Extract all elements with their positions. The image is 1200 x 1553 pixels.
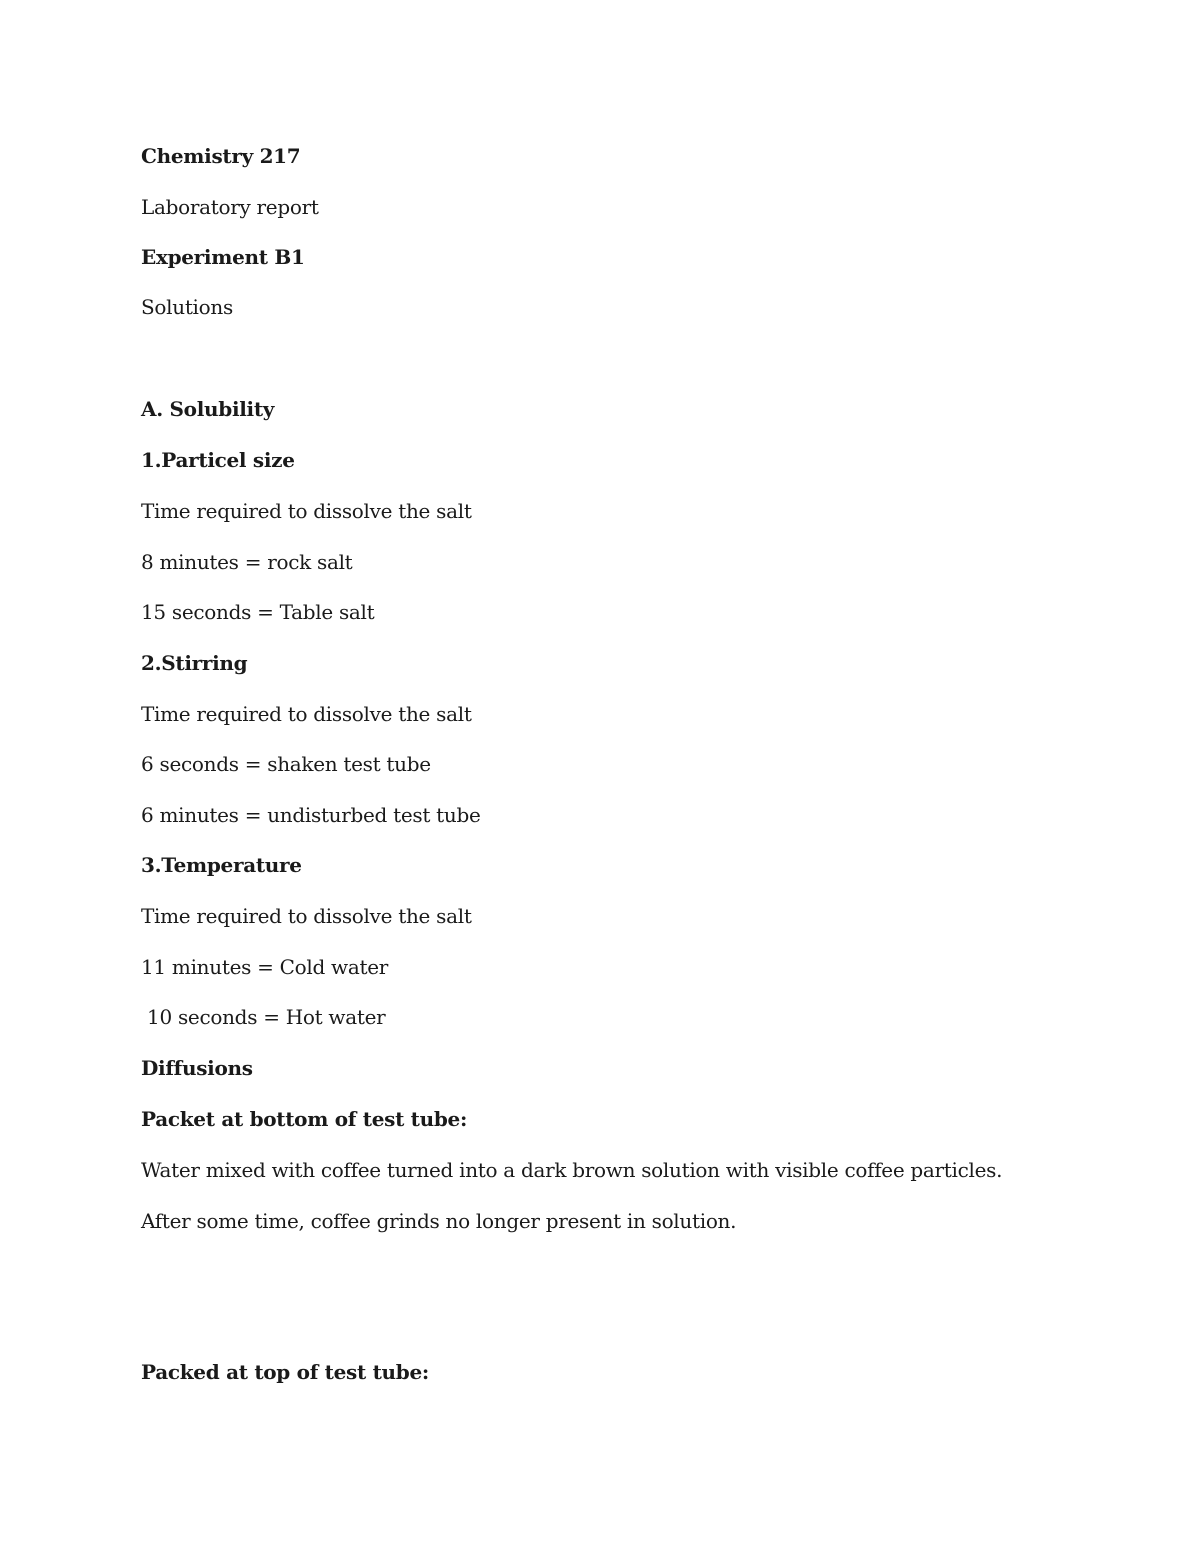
result-line: 8 minutes = rock salt bbox=[141, 550, 353, 574]
observation-line: Water mixed with coffee turned into a dark brown solution with visible coffee particles. bbox=[141, 1158, 1003, 1182]
section-heading-diffusions: Diffusions bbox=[141, 1056, 253, 1080]
result-line: 6 minutes = undisturbed test tube bbox=[141, 803, 481, 827]
course-title: Chemistry 217 bbox=[141, 144, 301, 168]
result-line: 11 minutes = Cold water bbox=[141, 955, 389, 979]
temperature-label: Time required to dissolve the salt bbox=[141, 904, 472, 928]
experiment-topic: Solutions bbox=[141, 295, 233, 319]
experiment-title: Experiment B1 bbox=[141, 245, 305, 269]
subsection-heading-particle-size: 1.Particel size bbox=[141, 448, 295, 472]
subsection-heading-stirring: 2.Stirring bbox=[141, 651, 248, 675]
subsection-heading-temperature: 3.Temperature bbox=[141, 853, 302, 877]
result-line: 6 seconds = shaken test tube bbox=[141, 752, 431, 776]
result-line: 10 seconds = Hot water bbox=[141, 1005, 386, 1029]
observation-line: After some time, coffee grinds no longer present in solution. bbox=[141, 1209, 737, 1233]
particle-size-label: Time required to dissolve the salt bbox=[141, 499, 472, 523]
result-line: 15 seconds = Table salt bbox=[141, 600, 375, 624]
report-type: Laboratory report bbox=[141, 195, 319, 219]
stirring-label: Time required to dissolve the salt bbox=[141, 702, 472, 726]
subsection-heading-bottom-packet: Packet at bottom of test tube: bbox=[141, 1107, 468, 1131]
section-heading-solubility: A. Solubility bbox=[141, 397, 275, 421]
subsection-heading-top-packet: Packed at top of test tube: bbox=[141, 1360, 429, 1384]
